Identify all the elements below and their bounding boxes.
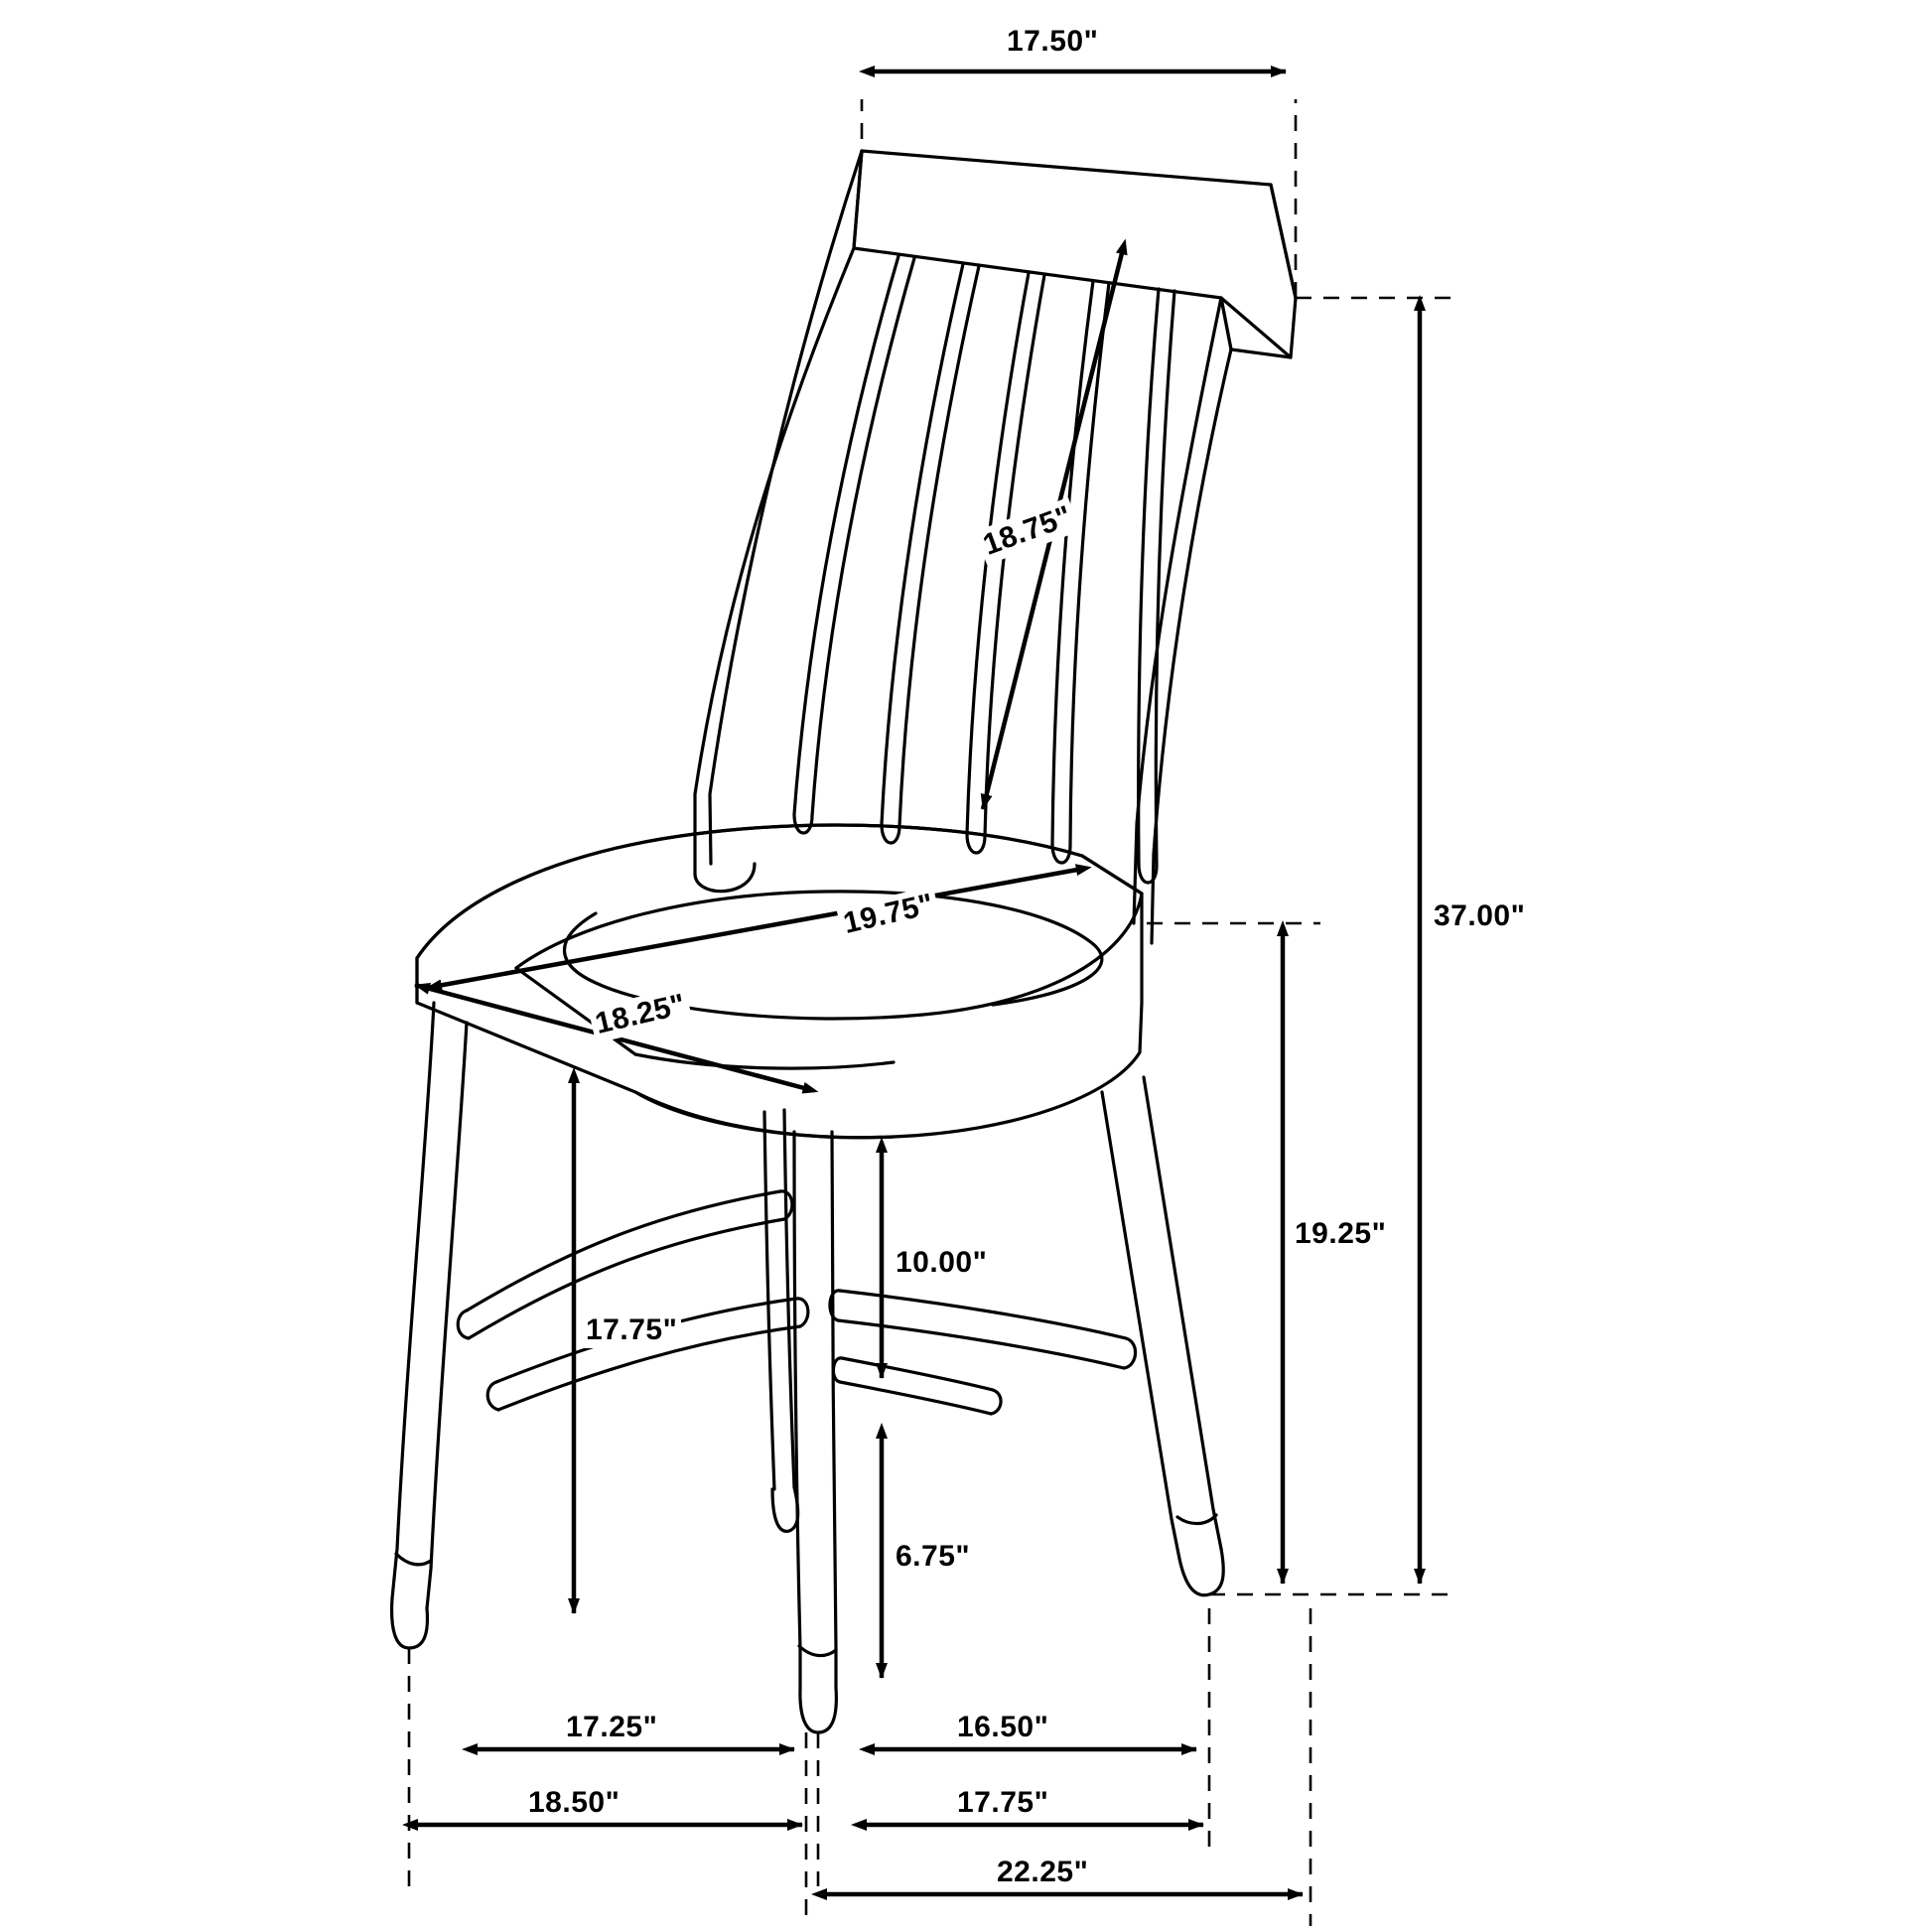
dimension-label-leg-span-right: 16.50" [953, 1710, 1052, 1745]
dimension-label-back-width: 17.50" [1003, 24, 1102, 60]
dimension-label-back-height: 18.75" [975, 497, 1081, 565]
dimension-label-stretcher-upper: 10.00" [892, 1245, 991, 1281]
dimension-label-stretcher-lower: 6.75" [892, 1539, 974, 1575]
dimension-label-seat-depth-diagonal: 19.75" [836, 886, 941, 943]
dimension-label-seat-height-back: 19.25" [1291, 1216, 1390, 1252]
dimension-label-base-depth-left: 18.50" [524, 1785, 623, 1821]
dimension-label-seat-width: 18.25" [588, 986, 693, 1043]
dimension-label-overall-depth: 22.25" [993, 1855, 1092, 1890]
dimension-label-base-depth-right: 17.75" [953, 1785, 1052, 1821]
dimension-label-leg-span-left: 17.25" [562, 1710, 661, 1745]
dimension-label-seat-height-front: 17.75" [582, 1312, 681, 1348]
dimension-label-overall-height: 37.00" [1430, 898, 1529, 934]
